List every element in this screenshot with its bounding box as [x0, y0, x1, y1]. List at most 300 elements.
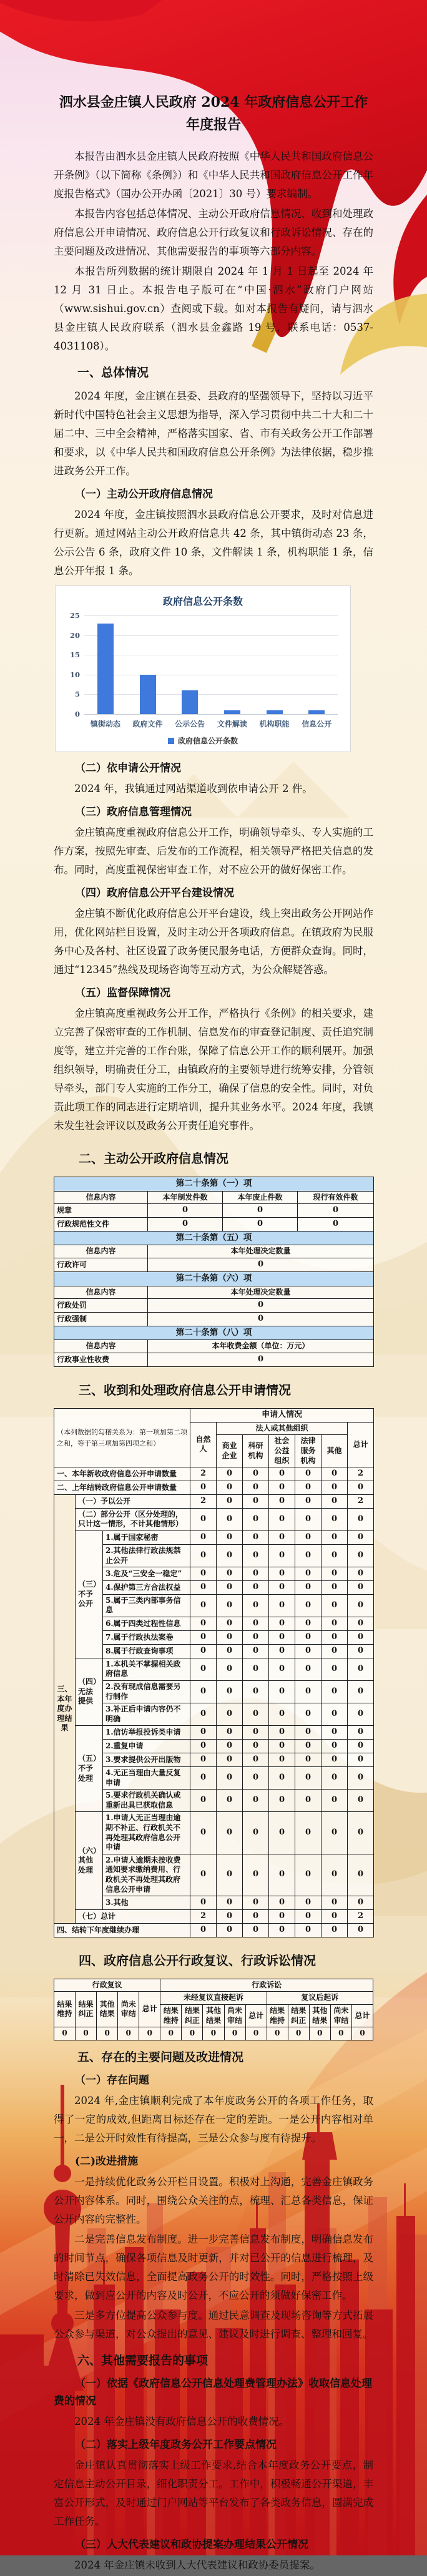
value-cell: 0 — [54, 2027, 76, 2040]
value-cell: 0 — [295, 1790, 321, 1812]
sub-6-2-body: 金庄镇认真贯彻落实上级工作要求,结合本年度政务公开要点，制定信息主动公开目录，细化职责分工。工作中，积极畅通公开渠道，丰富公开形式，及时通过门户网站等平台发布了各类政务信息，圆满完成工作任务。 — [54, 2459, 373, 2527]
value-cell: 2 — [348, 1467, 374, 1481]
value-cell: 0 — [295, 1740, 321, 1753]
chart-y-tick-label: 20 — [69, 630, 80, 640]
row-label: 1.申请人无正当理由逾期不补正、行政机关不再处理其政府信息公开申请 — [103, 1812, 190, 1854]
row-label: 8.属于行政查询事项 — [103, 1644, 190, 1658]
row-label: 2.没有现成信息需要另行制作 — [103, 1680, 190, 1703]
chart-y-tick-label: 5 — [74, 690, 80, 699]
value-cell: 0 — [217, 1896, 243, 1910]
table-requests — [54, 1408, 374, 1937]
value-cell: 0 — [348, 1740, 374, 1753]
value-cell: 0 — [269, 1467, 295, 1481]
chart-bar — [97, 624, 114, 714]
sub-5-2-body-1: 一是持续优化政务公开栏目设置。积极对上沟通，完善金庄镇政务公开内容体系。同时，围绕公众关注的点，梳理、汇总各类信息，保证公开内容的完整性。 — [54, 2175, 373, 2225]
value-cell: 0 — [348, 1581, 374, 1595]
value-cell: 0 — [348, 1766, 374, 1789]
value-cell: 0 — [243, 1896, 269, 1910]
column-header: 科研机构 — [243, 1435, 269, 1467]
value-cell: 0 — [321, 1617, 348, 1631]
value-cell: 0 — [148, 1299, 374, 1313]
row-group-label: （五）不予处理 — [76, 1726, 103, 1812]
value-cell: 0 — [217, 1630, 243, 1644]
row-label: 1.本机关不掌握相关政府信息 — [103, 1658, 190, 1680]
sub-1-1-heading: （一）主动公开政府信息情况 — [75, 488, 213, 501]
sub-1-4-body: 金庄镇不断优化政府信息公开平台建设，线上突出政务公开网站作用，优化网站栏目设置，及时主动公开各项政府信息。在镇政府为民服务中心及各村、社区设置了政务便民服务电话，方便群众查询。同时，通过“12345”热线及现场咨询等互动方式，为公众解疑答惑。 — [54, 908, 373, 976]
value-cell: 0 — [243, 1567, 269, 1581]
value-cell: 0 — [348, 1703, 374, 1726]
row-label: 规章 — [54, 1204, 148, 1218]
value-cell: 0 — [348, 1658, 374, 1680]
value-cell: 0 — [243, 1680, 269, 1703]
section-2-heading: 二、主动公开政府信息情况 — [79, 1151, 228, 1166]
value-cell: 0 — [321, 1567, 348, 1581]
value-cell: 0 — [148, 1353, 374, 1367]
table-band-header: 第二十条第（一）项 — [54, 1177, 374, 1192]
section-3-heading: 三、收到和处理政府信息公开申请情况 — [79, 1382, 291, 1398]
value-cell: 0 — [190, 1790, 217, 1812]
column-header: 尚未审结 — [118, 1992, 139, 2027]
column-header: 信息内容 — [54, 1245, 148, 1258]
value-cell: 0 — [217, 1508, 243, 1530]
row-label: 3.其他 — [103, 1896, 190, 1910]
row-group-label: 三、本年度办理结果 — [54, 1494, 76, 1923]
value-cell: 0 — [321, 1494, 348, 1508]
value-cell: 0 — [348, 1531, 374, 1545]
value-cell: 0 — [269, 1567, 295, 1581]
chart-plot-area — [69, 611, 338, 718]
value-cell: 0 — [348, 1896, 374, 1910]
value-cell: 0 — [243, 1658, 269, 1680]
column-header: 信息内容 — [54, 1340, 148, 1353]
chart-bar — [182, 690, 198, 714]
value-cell: 0 — [298, 1218, 374, 1232]
value-cell: 0 — [295, 1910, 321, 1924]
column-group-header: 行政复议 — [54, 1979, 160, 1992]
column-header: 本年收费金额（单位：万元） — [148, 1340, 374, 1353]
sub-5-1-heading: （一）存在问题 — [75, 2074, 149, 2087]
column-header: 结果维持 — [267, 2004, 288, 2027]
value-cell: 0 — [223, 1218, 298, 1232]
value-cell: 0 — [295, 1481, 321, 1495]
value-cell: 0 — [348, 1812, 374, 1854]
value-cell: 0 — [148, 1204, 223, 1218]
row-group-label: （三）不予公开 — [76, 1531, 103, 1658]
row-label: 7.属于行政执法案卷 — [103, 1630, 190, 1644]
value-cell: 0 — [217, 1923, 243, 1937]
chart-x-tick-label: 镇街动态 — [90, 720, 120, 728]
value-cell: 0 — [348, 1617, 374, 1631]
column-header: 本年制发件数 — [148, 1191, 223, 1204]
value-cell: 0 — [190, 1703, 217, 1726]
table-article20 — [54, 1177, 374, 1367]
value-cell: 2 — [190, 1494, 217, 1508]
row-label: 3.要求提供公开出版物 — [103, 1753, 190, 1767]
value-cell: 0 — [190, 1854, 217, 1896]
value-cell: 0 — [269, 1630, 295, 1644]
value-cell: 0 — [269, 1790, 295, 1812]
value-cell: 0 — [269, 1494, 295, 1508]
value-cell: 0 — [321, 1581, 348, 1595]
value-cell: 0 — [243, 1594, 269, 1617]
row-label: 2.其他法律行政法规禁止公开 — [103, 1544, 190, 1567]
value-cell: 0 — [295, 1680, 321, 1703]
value-cell: 0 — [243, 1644, 269, 1658]
value-cell: 0 — [295, 1467, 321, 1481]
sub-1-3-heading: （三）政府信息管理情况 — [75, 806, 192, 818]
value-cell: 0 — [190, 1766, 217, 1789]
chart-bar-slot — [84, 615, 127, 714]
value-cell: 0 — [243, 1726, 269, 1740]
value-cell: 0 — [217, 1680, 243, 1703]
value-cell: 0 — [348, 1923, 374, 1937]
value-cell: 0 — [295, 1644, 321, 1658]
value-cell: 0 — [295, 1617, 321, 1631]
value-cell: 0 — [269, 1753, 295, 1767]
column-header: 总计 — [348, 1422, 374, 1467]
value-cell: 0 — [217, 1481, 243, 1495]
value-cell: 0 — [269, 1854, 295, 1896]
column-header: 结果维持 — [160, 2004, 182, 2027]
value-cell: 0 — [190, 1726, 217, 1740]
row-label: 行政事业性收费 — [54, 1353, 148, 1367]
column-header: 社会公益组织 — [269, 1435, 295, 1467]
value-cell: 0 — [269, 1923, 295, 1937]
sub-6-3-heading: （三）人大代表建议和政协提案办理结果公开情况 — [75, 2538, 308, 2551]
value-cell: 0 — [348, 1790, 374, 1812]
column-header: 尚未审结 — [330, 2004, 351, 2027]
value-cell: 0 — [190, 1753, 217, 1767]
value-cell: 0 — [295, 1581, 321, 1595]
value-cell: 0 — [269, 1508, 295, 1530]
value-cell: 0 — [217, 1703, 243, 1726]
column-header: 本年废止件数 — [223, 1191, 298, 1204]
value-cell: 0 — [288, 2027, 309, 2040]
sub-6-3-body: 2024 年金庄镇未收到人大代表建议和政协委员提案。 — [74, 2559, 320, 2571]
sub-1-2-heading: （二）依申请公开情况 — [75, 762, 181, 775]
value-cell: 0 — [118, 2027, 139, 2040]
table-note: （本列数据的勾稽关系为：第一项加第二项之和，等于第三项加第四项之和） — [54, 1408, 190, 1467]
sub-6-1-heading: （一）依据《政府信息公开信息处理费管理办法》收取信息处理费的情况 — [54, 2377, 372, 2407]
value-cell: 0 — [217, 1766, 243, 1789]
column-group-header: 申请人情况 — [190, 1408, 374, 1422]
column-header: 结果纠正 — [76, 1992, 97, 2027]
value-cell: 0 — [267, 2027, 288, 2040]
value-cell: 0 — [295, 1531, 321, 1545]
value-cell: 0 — [190, 1658, 217, 1680]
value-cell: 0 — [321, 1726, 348, 1740]
value-cell: 0 — [269, 1644, 295, 1658]
sub-5-1-body: 2024 年,金庄镇顺利完成了本年度政务公开的各项工作任务，取得了一定的成效,但距离目标还存在一定的差距。一是公开内容相对单一，二是公开时效性有待提高，三是公众参与度有待提升。 — [54, 2094, 373, 2144]
sub-5-2-heading: (二)改进措施 — [75, 2155, 139, 2168]
sub-1-5-body: 金庄镇高度重视政务公开工作，严格执行《条例》的相关要求，建立完善了保密审查的工作机制、信息发布的审查登记制度、责任追究制度等，建立并完善的工作台账，保障了信息公开工作的顺利展开。加强组织领导，明确责任分工，由镇政府的主要领导进行统筹安排，分管领导牵头，部门专人实施的工作分工，确保了信息的安全性。同时，对负责此项工作的同志进行定期培训，提升其业务水平。2024 年度，我镇未发生社会评议以及政务公开责任追究事件。 — [54, 1007, 373, 1132]
chart-x-tick-label: 文件解读 — [217, 720, 247, 728]
value-cell: 0 — [295, 1508, 321, 1530]
value-cell: 0 — [295, 1766, 321, 1789]
value-cell: 0 — [269, 1812, 295, 1854]
sub-5-2-body-2: 二是完善信息发布制度。进一步完善信息发布制度，明确信息发布的时间节点，确保各项信息及时更新，并对已公开的信息进行梳理，及时清除已失效信息，全面提高政务公开的时效性。同时，严格按照上级要求，做到应公开的内容及时公开，不应公开的须做好保密工作。 — [54, 2233, 373, 2301]
value-cell: 0 — [269, 1703, 295, 1726]
row-label: 1.信访举报投诉类申请 — [103, 1726, 190, 1740]
column-group-header: 未经复议直接起诉 — [160, 1992, 267, 2005]
chart-legend — [62, 735, 344, 746]
legend-swatch-icon — [168, 738, 174, 744]
row-label: （二）部分公开（区分处理的，只计这一情形，不计其他情形） — [76, 1508, 190, 1530]
value-cell: 0 — [243, 1531, 269, 1545]
value-cell: 2 — [348, 1494, 374, 1508]
value-cell: 0 — [190, 1630, 217, 1644]
column-header: 信息内容 — [54, 1191, 148, 1204]
value-cell: 0 — [217, 1812, 243, 1854]
value-cell: 0 — [224, 2027, 245, 2040]
value-cell: 0 — [97, 2027, 118, 2040]
chart-x-tick-label: 政府文件 — [132, 720, 163, 728]
value-cell: 0 — [217, 1467, 243, 1481]
column-header: 本年处理决定数量 — [148, 1286, 374, 1299]
value-cell: 0 — [217, 1567, 243, 1581]
value-cell: 0 — [348, 1680, 374, 1703]
value-cell: 0 — [148, 1312, 374, 1326]
intro-paragraph-3: 本报告所列数据的统计期限自 2024 年 1 月 1 日起至 2024 年 12 月 31 日止。本报告电子版可在“中国·泗水”政府门户网站（www.sishui.gov.cn）查阅或下载。如对本报告有疑问，请与泗水县金庄镇人民政府联系（泗水县金鑫路 19 号，联系电话：0537-4031108）。 — [54, 265, 373, 352]
row-label: 3.危及“三安全一稳定” — [103, 1567, 190, 1581]
value-cell: 0 — [321, 1531, 348, 1545]
section-6-heading: 六、其他需要报告的事项 — [77, 2353, 209, 2368]
chart-bar — [267, 710, 283, 714]
value-cell: 0 — [190, 1594, 217, 1617]
value-cell: 0 — [148, 1218, 223, 1232]
document-content — [54, 0, 373, 2576]
value-cell: 0 — [321, 1703, 348, 1726]
value-cell: 0 — [321, 1740, 348, 1753]
value-cell: 0 — [295, 1923, 321, 1937]
chart-y-tick-label: 10 — [69, 670, 80, 679]
row-label: 行政许可 — [54, 1258, 148, 1272]
column-header: 自然人 — [190, 1422, 217, 1467]
column-header: 本年处理决定数量 — [148, 1245, 374, 1258]
sub-1-2-body: 2024 年，我镇通过网站渠道收到依申请公开 2 件。 — [74, 783, 313, 795]
value-cell: 0 — [348, 1726, 374, 1740]
value-cell: 0 — [217, 1910, 243, 1924]
value-cell: 0 — [348, 1644, 374, 1658]
value-cell: 0 — [309, 2027, 330, 2040]
chart-x-tick-label: 信息公开 — [302, 720, 332, 728]
value-cell: 0 — [243, 1630, 269, 1644]
value-cell: 0 — [321, 1594, 348, 1617]
row-label: 4.保护第三方合法权益 — [103, 1581, 190, 1595]
column-group-header: 行政诉讼 — [160, 1979, 373, 1992]
column-header: 总计 — [351, 2004, 373, 2027]
chart-bar — [140, 675, 156, 714]
value-cell: 0 — [148, 1258, 374, 1272]
row-label: （一）予以公开 — [76, 1494, 190, 1508]
value-cell: 0 — [139, 2027, 160, 2040]
value-cell: 0 — [321, 1753, 348, 1767]
value-cell: 0 — [182, 2027, 203, 2040]
row-label: 二、上年结转政府信息公开申请数量 — [54, 1481, 190, 1495]
value-cell: 0 — [348, 1854, 374, 1896]
value-cell: 0 — [330, 2027, 351, 2040]
value-cell: 0 — [295, 1594, 321, 1617]
value-cell: 0 — [217, 1854, 243, 1896]
row-label: 2.申请人逾期未按收费通知要求缴纳费用、行政机关不再处理其政府信息公开申请 — [103, 1854, 190, 1896]
table-band-header: 第二十条第（五）项 — [54, 1231, 374, 1245]
value-cell: 0 — [321, 1790, 348, 1812]
value-cell: 0 — [217, 1644, 243, 1658]
value-cell: 0 — [217, 1726, 243, 1740]
sub-6-2-heading: （二）落实上级年度政务公开工作要点情况 — [75, 2438, 277, 2451]
value-cell: 0 — [190, 1896, 217, 1910]
row-group-label: （四）无法提供 — [76, 1658, 103, 1726]
row-label: 行政处罚 — [54, 1299, 148, 1313]
legend-label: 政府信息公开条数 — [177, 737, 238, 745]
value-cell: 0 — [321, 1544, 348, 1567]
column-header: 总计 — [139, 1992, 160, 2027]
column-group-header: 法人或其他组织 — [217, 1422, 348, 1435]
value-cell: 0 — [295, 1854, 321, 1896]
row-label: 3.补正后申请内容仍不明确 — [103, 1703, 190, 1726]
section-5-heading: 五、存在的主要问题及改进情况 — [77, 2050, 244, 2064]
column-header: 其他结果 — [203, 2004, 224, 2027]
value-cell: 0 — [190, 1644, 217, 1658]
chart-y-tick-label: 0 — [74, 710, 80, 718]
value-cell: 0 — [245, 2027, 267, 2040]
column-group-header: 复议后起诉 — [267, 1992, 373, 2005]
value-cell: 0 — [243, 1481, 269, 1495]
value-cell: 0 — [269, 1766, 295, 1789]
value-cell: 0 — [348, 1508, 374, 1530]
column-header: 结果纠正 — [288, 2004, 309, 2027]
value-cell: 0 — [217, 1544, 243, 1567]
value-cell: 0 — [217, 1531, 243, 1545]
value-cell: 0 — [243, 1617, 269, 1631]
value-cell: 0 — [348, 1594, 374, 1617]
value-cell: 0 — [348, 1630, 374, 1644]
value-cell: 0 — [217, 1740, 243, 1753]
value-cell: 0 — [269, 1910, 295, 1924]
row-label: 四、结转下年度继续办理 — [54, 1923, 190, 1937]
column-header: 其他结果 — [97, 1992, 118, 2027]
row-group-label: （六）其他处理 — [76, 1812, 103, 1910]
chart-bar-slot — [127, 615, 169, 714]
bar-chart-panel — [55, 585, 351, 752]
value-cell: 0 — [269, 1680, 295, 1703]
value-cell: 0 — [190, 1617, 217, 1631]
value-cell: 0 — [190, 1567, 217, 1581]
value-cell: 0 — [351, 2027, 373, 2040]
column-header: 结果纠正 — [182, 2004, 203, 2027]
value-cell: 0 — [243, 1508, 269, 1530]
chart-bar-slot — [253, 615, 296, 714]
value-cell: 0 — [190, 1481, 217, 1495]
value-cell: 0 — [269, 1726, 295, 1740]
value-cell: 0 — [348, 1753, 374, 1767]
value-cell: 0 — [348, 1567, 374, 1581]
chart-bar-slot — [295, 615, 338, 714]
section-1-heading: 一、总体情况 — [77, 366, 149, 380]
value-cell: 0 — [321, 1680, 348, 1703]
column-header: 法律服务机构 — [295, 1435, 321, 1467]
value-cell: 0 — [243, 1923, 269, 1937]
sub-1-5-heading: （五）监督保障情况 — [75, 987, 170, 999]
value-cell: 0 — [190, 1531, 217, 1545]
sub-1-1-body: 2024 年度，金庄镇按照泗水县政府信息公开要求，及时对信息进行更新。通过网站主动公开政府信息共 42 条，其中镇街动态 23 条，公示公告 6 条，政府文件 10 条，文件解读 1 条，机构职能 1 条，信息公开年报 1 条。 — [54, 509, 373, 577]
chart-bar-slot — [211, 615, 253, 714]
value-cell: 0 — [217, 1753, 243, 1767]
value-cell: 0 — [295, 1494, 321, 1508]
value-cell: 0 — [223, 1204, 298, 1218]
value-cell: 0 — [269, 1740, 295, 1753]
value-cell: 0 — [321, 1923, 348, 1937]
value-cell: 0 — [348, 1544, 374, 1567]
value-cell: 0 — [321, 1896, 348, 1910]
value-cell: 0 — [269, 1481, 295, 1495]
value-cell: 0 — [295, 1896, 321, 1910]
chart-x-labels — [84, 718, 338, 729]
value-cell: 0 — [295, 1658, 321, 1680]
row-label: 一、本年新收政府信息公开申请数量 — [54, 1467, 190, 1481]
sub-6-1-body: 2024 年金庄镇没有政府信息公开的收费情况。 — [74, 2415, 290, 2427]
value-cell: 0 — [269, 1581, 295, 1595]
value-cell: 0 — [76, 2027, 97, 2040]
value-cell: 0 — [243, 1703, 269, 1726]
value-cell: 0 — [217, 1581, 243, 1595]
value-cell: 0 — [160, 2027, 182, 2040]
chart-bars — [84, 615, 338, 714]
row-label: 2.重复申请 — [103, 1740, 190, 1753]
value-cell: 0 — [190, 1740, 217, 1753]
chart-bar-slot — [169, 615, 211, 714]
value-cell: 0 — [190, 1544, 217, 1567]
value-cell: 0 — [243, 1581, 269, 1595]
value-cell: 0 — [269, 1531, 295, 1545]
report-title: 泗水县金庄镇人民政府 2024 年政府信息公开工作年度报告 — [59, 94, 368, 133]
row-label: 6.属于四类过程性信息 — [103, 1617, 190, 1631]
row-label: 行政规范性文件 — [54, 1218, 148, 1232]
value-cell: 0 — [269, 1544, 295, 1567]
value-cell: 0 — [243, 1544, 269, 1567]
column-header: 信息内容 — [54, 1286, 148, 1299]
value-cell: 2 — [190, 1467, 217, 1481]
value-cell: 0 — [190, 1581, 217, 1595]
chart-bar — [224, 710, 240, 714]
value-cell: 0 — [243, 1790, 269, 1812]
value-cell: 0 — [190, 1812, 217, 1854]
row-label: （七）总计 — [76, 1910, 190, 1924]
value-cell: 0 — [190, 1923, 217, 1937]
chart-gridline — [84, 714, 338, 715]
chart-y-tick-label: 25 — [69, 611, 80, 620]
row-label: 行政强制 — [54, 1312, 148, 1326]
value-cell: 0 — [321, 1630, 348, 1644]
value-cell: 0 — [269, 1896, 295, 1910]
sub-5-2-body-3: 三是多方位提高公众参与度。通过民意调查及现场咨询等方式拓展公众参与渠道，对公众提出的意见、建议及时进行调查、整理和回复。 — [54, 2309, 373, 2340]
intro-paragraph-2: 本报告内容包括总体情况、主动公开政府信息情况、收到和处理政府信息公开申请情况、政府信息公开行政复议和行政诉讼情况、存在的主要问题及改进情况、其他需要报告的事项等六部分内容。 — [54, 208, 373, 257]
value-cell: 2 — [348, 1910, 374, 1924]
value-cell: 0 — [321, 1658, 348, 1680]
value-cell: 0 — [321, 1766, 348, 1789]
value-cell: 0 — [321, 1854, 348, 1896]
value-cell: 0 — [243, 1740, 269, 1753]
value-cell: 0 — [348, 1481, 374, 1495]
value-cell: 0 — [217, 1658, 243, 1680]
value-cell: 0 — [269, 1594, 295, 1617]
section-1-overview: 2024 年度，金庄镇在县委、县政府的坚强领导下，坚持以习近平新时代中国特色社会主义思想为指导，深入学习贯彻中共二十大和二十届二中、三中全会精神，严格落实国家、省、市有关政务公开工作部署和要求，以《中华人民共和国政府信息公开条例》为法律依据，稳步推进政务公开工作。 — [54, 390, 373, 477]
value-cell: 0 — [243, 1467, 269, 1481]
value-cell: 0 — [321, 1644, 348, 1658]
section-4-heading: 四、政府信息公开行政复议、行政诉讼情况 — [79, 1952, 316, 1968]
column-header: 尚未审结 — [224, 2004, 245, 2027]
chart-x-tick-label: 机构职能 — [259, 720, 290, 728]
